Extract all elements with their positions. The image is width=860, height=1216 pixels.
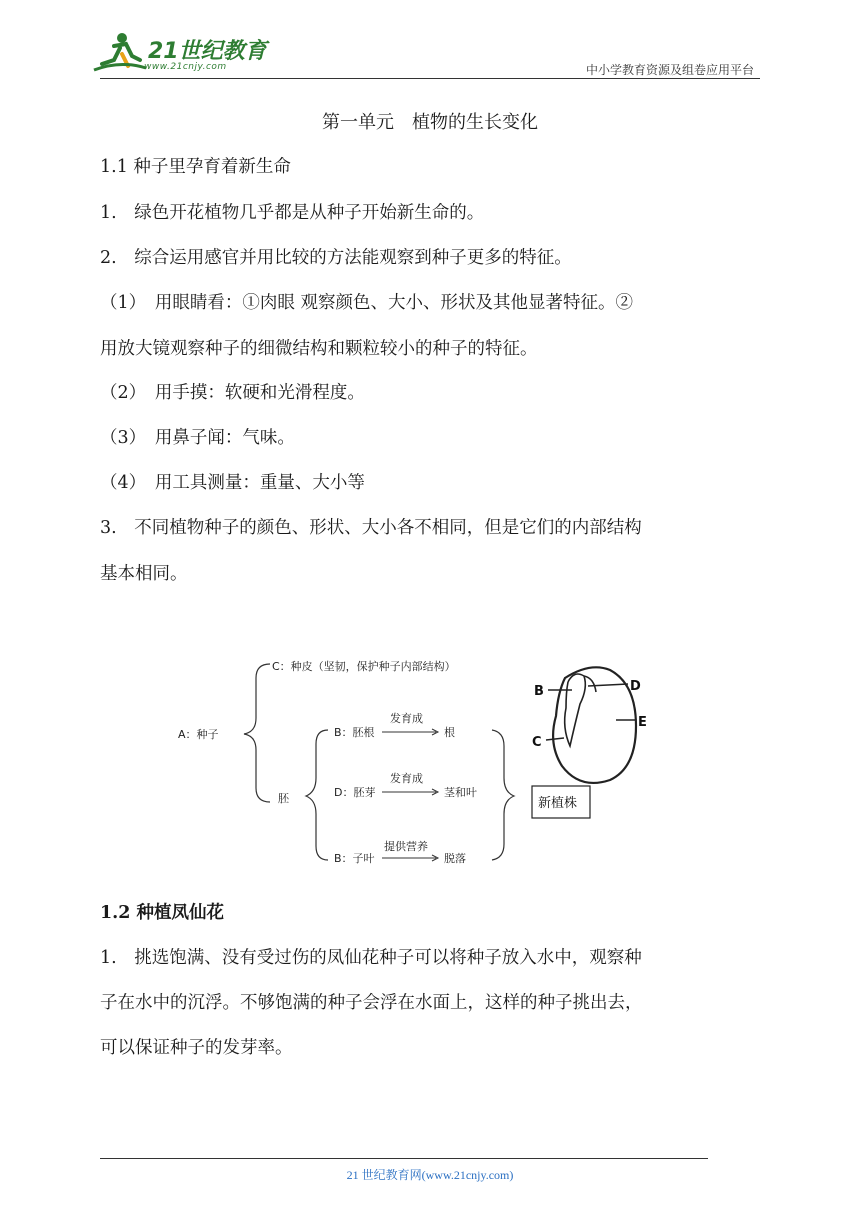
plumule-result: 茎和叶 <box>444 786 477 799</box>
paragraph-line: 1. 挑选饱满、没有受过伤的凤仙花种子可以将种子放入水中，观察种 <box>100 948 642 968</box>
paragraph-line: 2. 综合运用感官并用比较的方法能观察到种子更多的特征。 <box>100 248 572 268</box>
cotyledon-action: 提供营养 <box>384 840 428 853</box>
paragraph-line: 可以保证种子的发芽率。 <box>100 1038 293 1058</box>
footer-divider <box>100 1158 708 1159</box>
plumule-label: D：胚芽 <box>334 786 376 799</box>
page-title: 第一单元 植物的生长变化 <box>322 112 538 133</box>
seed-structure-diagram <box>170 648 670 878</box>
section-heading-1-1: 1.1 种子里孕育着新生命 <box>100 157 291 177</box>
footer-link[interactable]: 21 世纪教育网(www.21cnjy.com) <box>346 1168 514 1182</box>
runner-logo-icon <box>92 30 148 76</box>
paragraph-line: 子在水中的沉浮。不够饱满的种子会浮在水面上，这样的种子挑出去， <box>100 993 643 1013</box>
label-c: C <box>532 735 542 750</box>
paragraph-line: 用放大镜观察种子的细微结构和颗粒较小的种子的特征。 <box>100 339 538 359</box>
seed-label: A：种子 <box>178 728 219 741</box>
site-logo <box>92 30 267 78</box>
header-divider <box>100 78 760 79</box>
embryo-label: 胚 <box>278 792 289 805</box>
label-e: E <box>638 715 647 730</box>
paragraph-line: 1. 绿色开花植物几乎都是从种子开始新生命的。 <box>100 203 485 223</box>
label-b: B <box>534 684 544 699</box>
paragraph-line: 基本相同。 <box>100 564 188 584</box>
paragraph-line: 3. 不同植物种子的颜色、形状、大小各不相同，但是它们的内部结构 <box>100 518 642 538</box>
paragraph-line: （3） 用鼻子闻：气味。 <box>100 428 295 448</box>
radicle-result: 根 <box>444 726 455 739</box>
seed-coat-label: C：种皮（坚韧，保护种子内部结构） <box>272 660 456 673</box>
paragraph-line: （1） 用眼睛看：①肉眼 观察颜色、大小、形状及其他显著特征。② <box>100 293 633 313</box>
cotyledon-label: B：子叶 <box>334 852 375 865</box>
logo-text: 21世纪教育 <box>148 39 267 64</box>
plumule-action: 发育成 <box>390 772 423 785</box>
section-heading-1-2: 1.2 种植凤仙花 <box>100 903 225 923</box>
paragraph-line: （2） 用手摸：软硬和光滑程度。 <box>100 383 365 403</box>
label-d: D <box>630 679 641 694</box>
header-platform-text: 中小学教育资源及组卷应用平台 <box>585 63 754 77</box>
new-plant-label: 新植株 <box>538 796 578 811</box>
cotyledon-result: 脱落 <box>444 852 466 865</box>
logo-url: www.21cnjy.com <box>144 62 227 72</box>
radicle-action: 发育成 <box>390 712 423 725</box>
paragraph-line: （4） 用工具测量：重量、大小等 <box>100 473 365 493</box>
radicle-label: B：胚根 <box>334 726 375 739</box>
